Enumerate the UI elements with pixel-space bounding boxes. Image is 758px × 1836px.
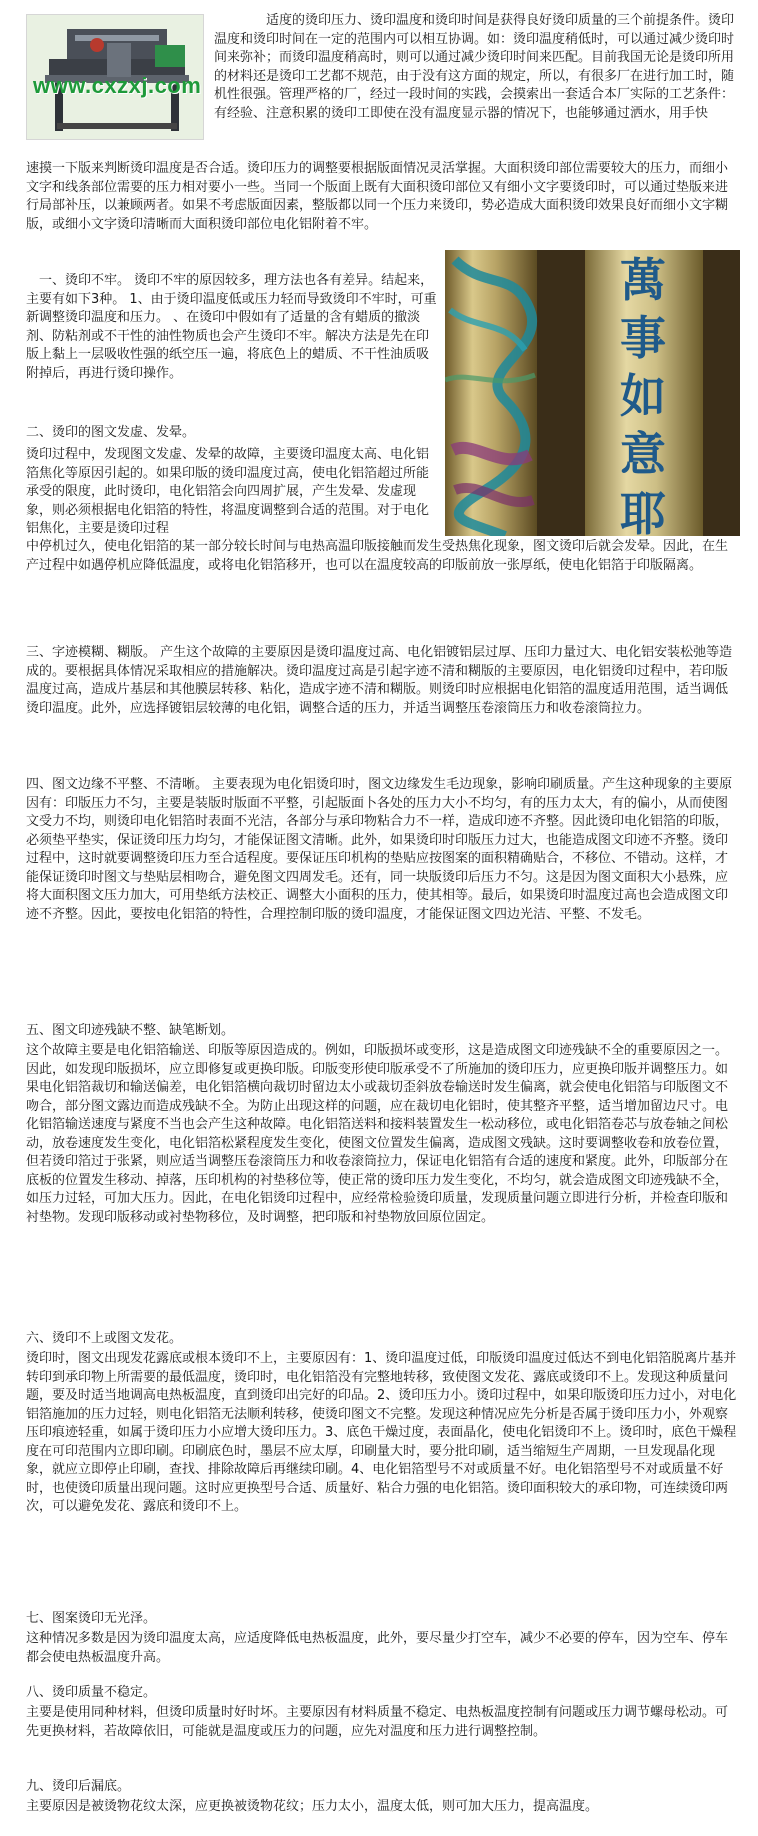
section-3-paragraph: 三、字迹模糊、糊版。 产生这个故障的主要原因是烫印温度过高、电化铝镀铝层过厚、压印力量过大、电化铝安装松弛等造成的。要根据具体情况采取相应的措施解决。烫印温度过高是引起字迹不清和糊版的主要原因，电化铝烫印过程中，若印版温度过高，造成片基层和其他膜层转移、粘化，造成字迹不清和糊版。则烫印时应根据电化铝箔的温度适用范围，适当调低烫印温度。此外，应选择镀铝层较薄的电化铝，调整合适的压力，并适当调整压卷滚筒压力和收卷滚筒拉力。: [26, 645, 733, 716]
section-4-paragraph: 四、图文边缘不平整、不清晰。 主要表现为电化铝烫印时，图文边缘发生毛边现象，影响印刷质量。产生这种现象的主要原因有：印版压力不匀，主要是装版时版面不平整，引起版面卜各处的压力大小不均匀，有的压力太大，有的偏小，从而使图文受力不均，则烫印电化铝箔时表面不光洁，各部分与承印物粘合力不一样，造成印迹不齐整。因此烫印电化铝箔的印版，必须垫平垫实，保证烫印压力均匀，才能保证图文清晰。此外，如果烫印时印版压力过大，也能造成图文印迹不齐整。烫印过程中，这时就要调整烫印压力至合适程度。要保证压印机构的垫贴应按图案的面积精确贴合，不移位、不错动。这样，才能保证烫印时图文与垫贴层相吻合，避免图文四周发毛。还有，同一块版烫印后压力不匀。这是因为图文面积大小悬殊，应将大面积图文压力加大，可用垫纸方法校正、调整大小面积的压力，使其相等。最后，如果烫印时温度过高也会造成图文印迹不齐整。因此，要按电化铝箔的特性，合理控制印版的烫印温度，才能保证图文四边光洁、平整、不发毛。: [26, 777, 733, 922]
section-8-heading: 八、烫印质量不稳定。: [26, 1685, 157, 1700]
intro-paragraph: 适度的烫印压力、烫印温度和烫印时间是获得良好烫印质量的三个前提条件。烫印温度和烫印时间在一定的范围内可以相互协调。如：烫印温度稍低时，可以通过减少烫印时间来弥补；而烫印温度稍高时，则可以通过减少烫印时间来匹配。目前我国无论是烫印所用的材料还是烫印工艺都不规范，由于没有这方面的规定，所以，有很多厂在进行加工时，随机性很强。管理严格的厂，经过一段时间的实践，会摸索出一套适合本厂实际的工艺条件：有经验、注意积累的烫印工即使在没有温度显示器的情况下，也能够通过洒水，用手快: [214, 13, 735, 121]
section-5-paragraph: 这个故障主要是电化铝箔输送、印版等原因造成的。例如，印版损坏或变形，这是造成图文印迹残缺不全的重要原因之一。因此，如发现印版损坏，应立即修复或更换印版。印版变形使印版承受不了所施加的烫印压力，应更换印版并调整压力。如果电化铝箔裁切和输送偏差，电化铝箔横向裁切时留边太小或裁切歪斜放卷输送时发生偏离，就会使电化铝箔与印版图文不吻合，部分图文露边而造成残缺不全。为防止出现这样的问题，应在裁切电化铝时，使其整齐平整，适当增加留边尺寸。电化铝箔输送速度与紧度不当也会产生这种故障。电化铝箔送料和接料装置发生一松动移位，或电化铝箔卷芯与放卷轴之间松动，放卷速度发生变化，电化铝箔松紧程度发生变化，使图文位置发生偏离，造成图文残缺。这时要调整收卷和放卷位置，但若烫印箔过于张紧，则应适当调整压卷滚筒压力和收卷滚筒拉力，保证电化铝箔有合适的速度和紧度。此外，印版部分在底板的位置发生移动、掉落，压印机构的衬垫移位等，使正常的烫印压力发生变化，不均匀，就会造成图文印迹残缺不全，如压力过轻，可加大压力。因此，在电化铝烫印过程中，应经常检验烫印质量，发现质量问题立即进行分析，并检查印版和衬垫物。发现印版移动或衬垫物移位，及时调整，把印版和衬垫物放回原位固定。: [26, 1043, 729, 1225]
pen-character: 事: [620, 311, 666, 365]
pen-characters: [620, 253, 666, 536]
pen-character: 如: [620, 369, 666, 423]
intro-paragraph-continued: 速摸一下版来判断烫印温度是否合适。烫印压力的调整要根据版面情况灵活掌握。大面积烫印部位需要较大的压力，而细小文字和线条部位需要的压力相对要小一些。当同一个版面上既有大面积烫印部位又有细小文字要烫印时，可以通过垫版来进行局部补压，以兼顾两者。如果不考虑版面因素，整版都以同一个压力来烫印，势必造成大面积烫印效果良好而细小文字糊版，或细小文字烫印清晰而大面积烫印部位电化铝附着不牢。: [26, 161, 729, 232]
pen-character: 萬: [620, 253, 666, 307]
section-9-paragraph: 主要原因是被烫物花纹太深，应更换被烫物花纹；压力太小，温度太低，则可加大压力，提高温度。: [26, 1799, 599, 1814]
section-1-paragraph: 一、烫印不牢。 烫印不牢的原因较多，理方法也各有差异。结起来，主要有如下3种。 1、由于烫印温度低或压力轻而导致烫印不牢时，可重新调整烫印温度和压力。 、在烫印中假如有了适量的含有蜡质的撤淡剂、防粘剂或不干性的油性物质也会产生烫印不牢。解决方法是先在印版上黏上一层吸收性强的纸空压一遍，将底色上的蜡质、不干性油质吸附掉后，再进行烫印操作。: [26, 273, 437, 381]
foil-stamped-pens-image: [445, 250, 740, 536]
section-6-paragraph: 烫印时，图文出现发花露底或根本烫印不上，主要原因有：1、烫印温度过低，印版烫印温度过低达不到电化铝箔脱离片基并转印到承印物上所需要的最低温度，烫印时，电化铝箔没有完整地转移，致使图文发花、露底或烫印不上。发现这种质量问题，要及时适当地调高电热板温度，直到烫印出完好的印品。2、烫印压力小。烫印过程中，如果印版烫印压力过小，对电化铝箔施加的压力过轻，则电化铝箔无法顺利转移，使烫印图文不完整。发现这种情况应先分析是否属于烫印压力小，外观察压印痕迹轻重，如属于烫印压力小应增大烫印压力。3、底色干燥过度，表面晶化，使电化铝烫印不上。烫印时，底色干燥程度在可印范围内立即印刷。印刷底色时，墨层不应太厚，印刷量大时，要分批印刷，适当缩短生产周期，一旦发现晶化现象，就应立即停止印刷，查找、排除故障后再继续印刷。4、电化铝箔型号不对或质量不好。电化铝箔型号不对或质量不好时，也使烫印质量出现问题。这时应更换型号合适、质量好、粘合力强的电化铝箔。烫印面积较大的承印物，可连续烫印两次，可以避免发花、露底和烫印不上。: [26, 1351, 737, 1514]
section-2-paragraph-continued: 中停机过久，使电化铝箔的某一部分较长时间与电热高温印版接触而发生受热焦化现象，图文烫印后就会发晕。因此，在生产过程中如遇停机应降低温度，或将电化铝箔移开，也可以在温度较高的印版前放一张厚纸，使电化铝箔于印版隔离。: [26, 539, 729, 573]
logo-url-text: www.cxzxj.com: [33, 73, 202, 98]
product-photo: [445, 250, 740, 536]
section-6-heading: 六、烫印不上或图文发花。: [26, 1331, 183, 1346]
site-logo[interactable]: [26, 14, 204, 140]
section-8-paragraph: 主要是使用同种材料，但烫印质量时好时坏。主要原因有材料质量不稳定、电热板温度控制有问题或压力调节螺母松动。可先更换材料，若故障依旧，可能就是温度或压力的问题，应先对温度和压力进行调整控制。: [26, 1705, 729, 1739]
section-9-heading: 九、烫印后漏底。: [26, 1779, 131, 1794]
section-7-paragraph: 这种情况多数是因为烫印温度太高，应适度降低电热板温度，此外，要尽量少打空车，减少不必要的停车，因为空车、停车都会使电热板温度升高。: [26, 1631, 729, 1665]
pen-character: 意: [620, 427, 666, 481]
section-2-paragraph: 烫印过程中，发现图文发虚、发晕的故障，主要烫印温度太高、电化铝箔焦化等原因引起的。如果印版的烫印温度过高，使电化铝箔超过所能承受的限度，此时烫印，电化铝箔会向四周扩展，产生发晕、发虚现象，则必须根据电化铝箔的特性，将温度调整到合适的范围。对于电化铝焦化，主要是烫印过程: [26, 447, 430, 536]
pen-character: 耶: [620, 487, 666, 536]
section-2-heading: 二、烫印的图文发虚、发晕。: [26, 425, 196, 440]
section-5-heading: 五、图文印迹残缺不整、缺笔断划。: [26, 1023, 235, 1038]
section-7-heading: 七、图案烫印无光泽。: [26, 1611, 157, 1626]
